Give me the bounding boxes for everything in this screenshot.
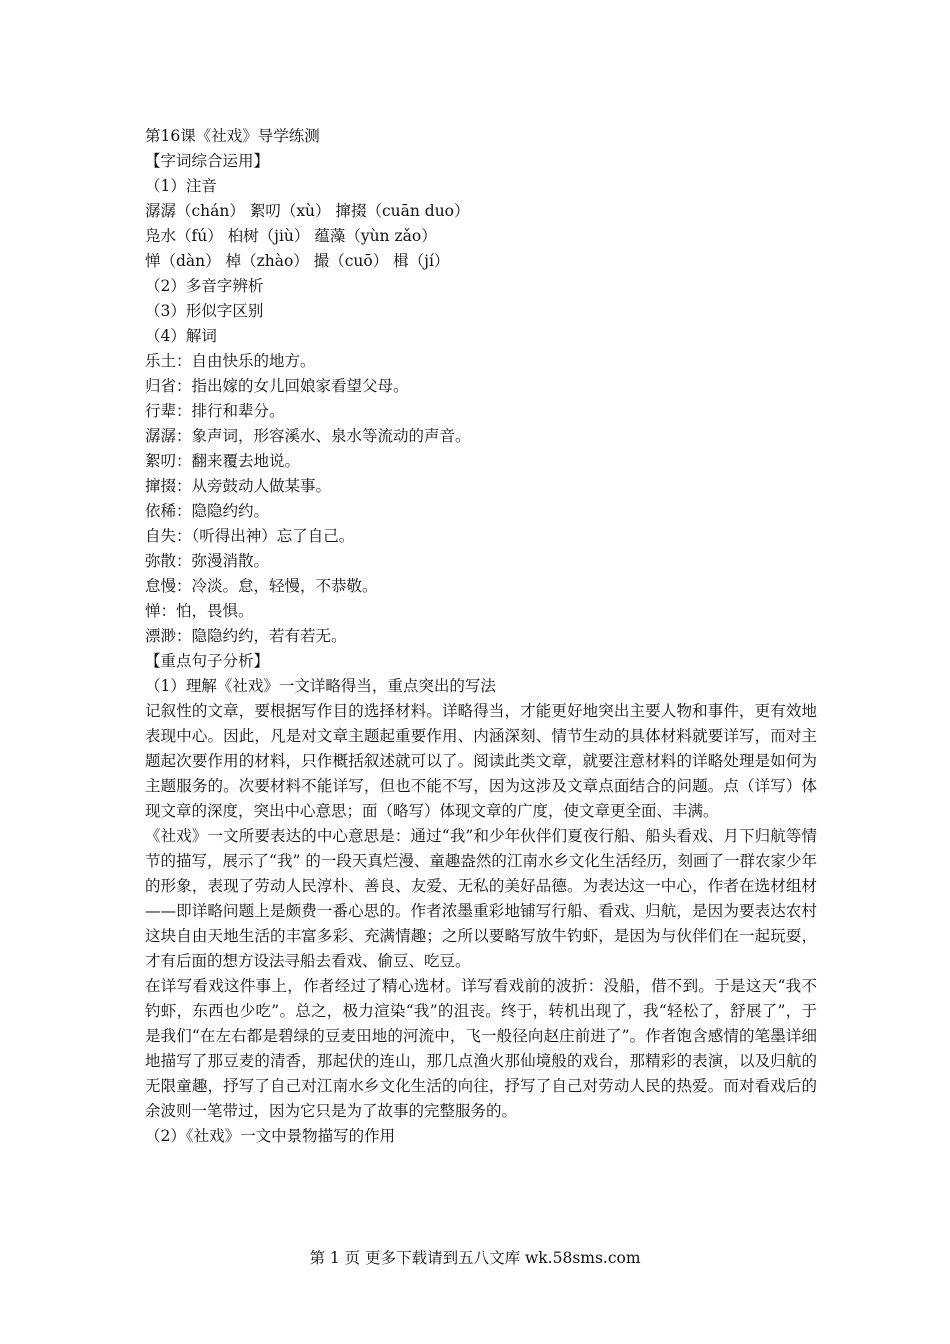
analysis-paragraph: 在详写看戏这件事上，作者经过了精心选材。详写看戏前的波折：没船，借不到。于是这天“我不钓虾，东西也少吃”。总之，极力渲染“我”的沮丧。终于，转机出现了，我“轻松了，舒展了”，于是我们“在左右都是碧绿的豆麦田地的河流中，飞一般径向赵庄前进了”。作者饱含感情的笔墨详细地描写了那豆麦的清香，那起伏的连山，那几点渔火那仙境般的戏台，那精彩的表演，以及归航的无限童趣，抒写了自己对江南水乡文化生活的向往，抒写了自己对劳动人民的热爱。而对看戏后的余波则一笔带过，因为它只是为了故事的完整服务的。 [145,977,817,1120]
word-definition: 怠慢：冷淡。怠，轻慢，不恭敬。 [145,577,378,595]
word-definition: 絮叨：翻来覆去地说。 [145,452,301,470]
word-definition: 漂渺：隐隐约约，若有若无。 [145,627,347,645]
document-title: 第16课《社戏》导学练测 [145,127,320,145]
subheading-polyphone: （2）多音字辨析 [145,277,264,295]
subheading-pronunciation: （1）注音 [145,177,217,195]
word-definition: 乐土：自由快乐的地方。 [145,352,316,370]
page-footer: 第 1 页 更多下载请到五八文库 wk.58sms.com [309,1249,641,1267]
word-definition: 惮：怕，畏惧。 [145,602,254,620]
word-definition: 自失：（听得出神）忘了自己。 [145,527,355,545]
subheading-analysis-scenery: （2）《社戏》一文中景物描写的作用 [145,1127,396,1145]
word-definition: 依稀：隐隐约约。 [145,502,270,520]
analysis-paragraph: 《社戏》一文所要表达的中心意思是：通过“我”和少年伙伴们夏夜行船、船头看戏、月下归航等情节的描写，展示了“我” 的一段天真烂漫、童趣盎然的江南水乡文化生活经历，刻画了一群农家少年的形象，表现了劳动人民淳朴、善良、友爱、无私的美好品德。为表达这一中心，作者在选材组材——即详略问题上是颇费一番心思的。作者浓墨重彩地铺写行船、看戏、归航，是因为要表达农村这块自由天地生活的丰富多彩、充满情趣；之所以要略写放牛钓虾，是因为与伙伴们在一起玩耍，才有后面的想方设法寻船去看戏、偷豆、吃豆。 [145,827,817,970]
word-definition: 归省：指出嫁的女儿回娘家看望父母。 [145,377,409,395]
subheading-similar-chars: （3）形似字区别 [145,302,264,320]
pronunciation-line: 潺潺（chán） 絮叨（xù） 撺掇（cuān duo） [145,202,470,220]
analysis-paragraph: 记叙性的文章，要根据写作目的选择材料。详略得当，才能更好地突出主要人物和事件，更有效地表现中心。因此，凡是对文章主题起重要作用、内涵深刻、情节生动的具体材料就要详写，而对主题起次要作用的材料，只作概括叙述就可以了。阅读此类文章，就要注意材料的详略处理是如何为主题服务的。次要材料不能详写，但也不能不写，因为这涉及文章点面结合的问题。点（详写）体现文章的深度，突出中心意思；面（略写）体现文章的广度，使文章更全面、丰满。 [145,702,817,820]
word-definition: 潺潺：象声词，形容溪水、泉水等流动的声音。 [145,427,471,445]
word-definition: 撺掇：从旁鼓动人做某事。 [145,477,332,495]
word-definition: 行辈：排行和辈分。 [145,402,285,420]
pronunciation-line: 惮（dàn） 棹（zhào） 撮（cuō） 楫（jí） [145,252,450,270]
subheading-word-explanation: （4）解词 [145,327,217,345]
subheading-analysis-detail: （1）理解《社戏》一文详略得当，重点突出的写法 [145,677,496,695]
word-definition: 弥散：弥漫消散。 [145,552,270,570]
pronunciation-line: 凫水（fú） 桕树（jiù） 蕴藻（yùn zǎo） [145,227,437,245]
section-heading-vocabulary: 【字词综合运用】 [145,152,270,170]
document-body [145,124,817,1149]
section-heading-key-sentences: 【重点句子分析】 [145,652,270,670]
